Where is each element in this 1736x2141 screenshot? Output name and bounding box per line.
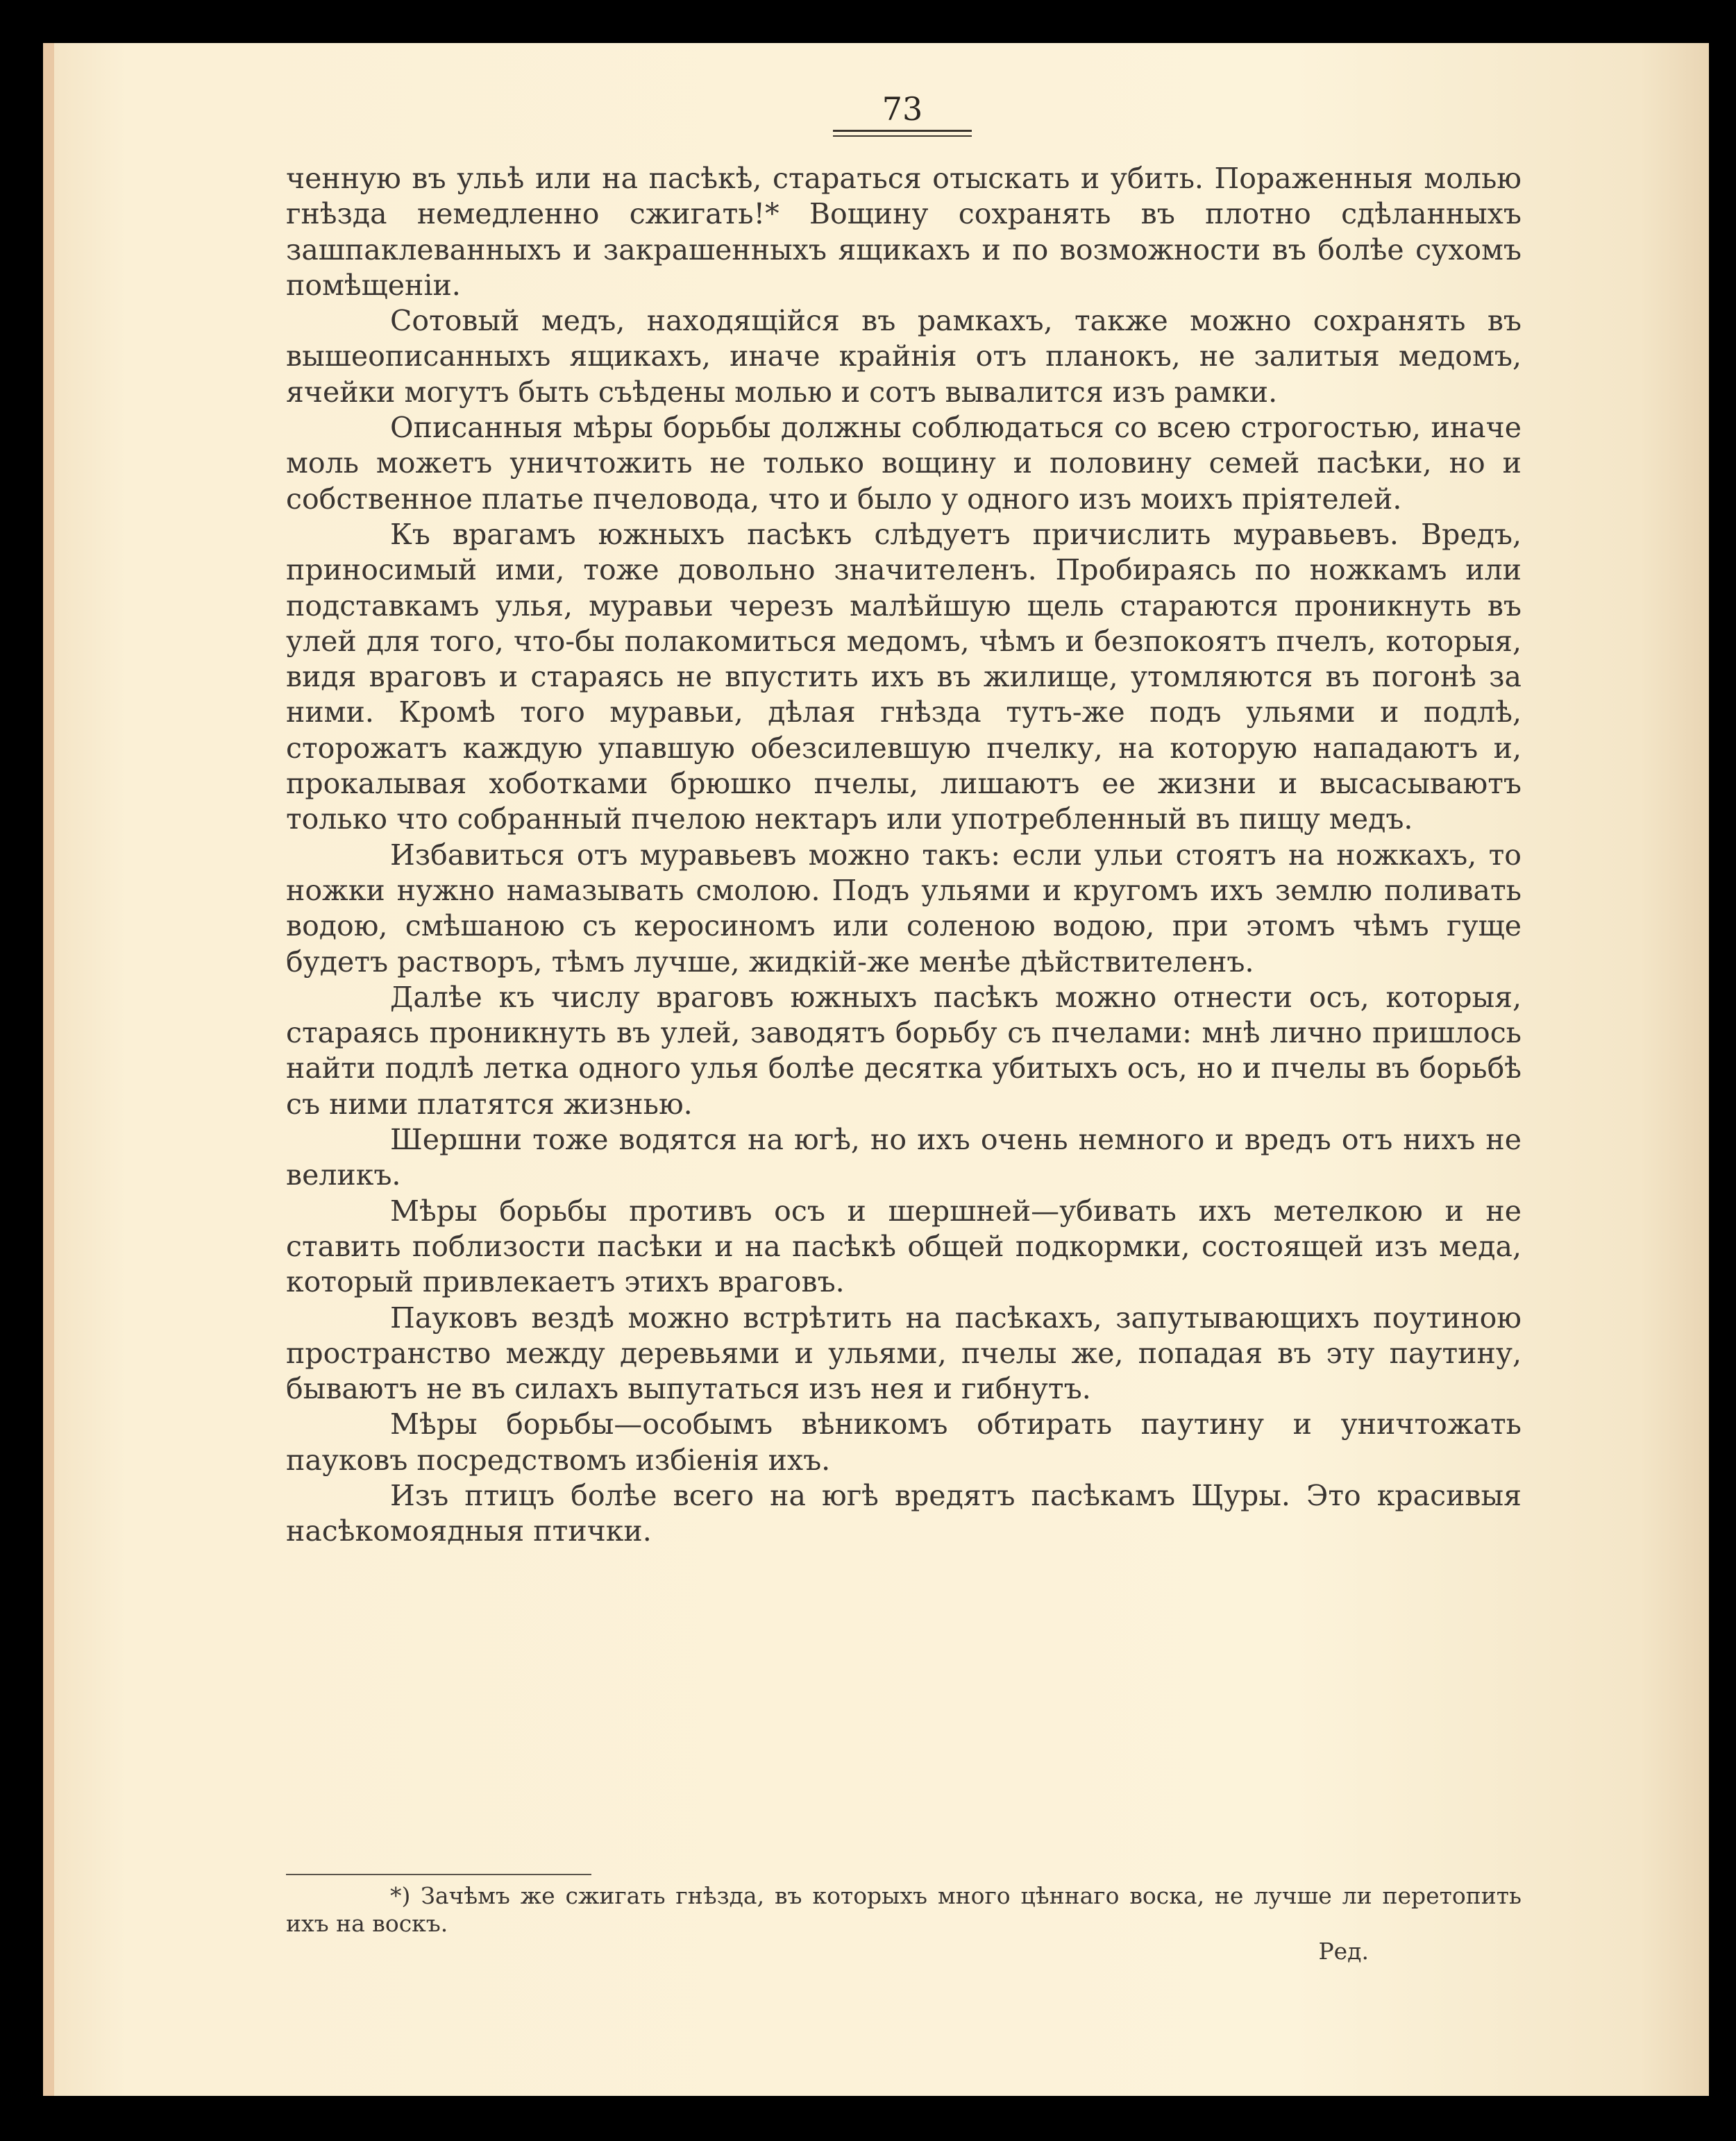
paragraph: Избавиться отъ муравьевъ можно такъ: если ульи стоятъ на ножкахъ, то ножки нужно намазывать смолою. Подъ ульями и кругомъ ихъ землю поливать водою, смѣшаною съ керосиномъ или соленою водою, при этомъ чѣмъ гуще будетъ растворъ, тѣмъ лучше, жидкій-же менѣе дѣйствителенъ.	[286, 838, 1522, 979]
page-number: 73	[882, 90, 923, 128]
paragraph: Изъ птицъ болѣе всего на югѣ вредятъ пасѣкамъ Щуры. Это красивыя насѣкомоядныя птички.	[286, 1478, 1522, 1548]
page-number-rule-top	[833, 130, 972, 132]
paragraph: Къ врагамъ южныхъ пасѣкъ слѣдуетъ причислить муравьевъ. Вредъ, приносимый ими, тоже довольно значителенъ. Пробираясь по ножкамъ или подставкамъ улья, муравьи черезъ малѣйшую щель стараются проникнуть въ улей для того, что-бы полакомиться медомъ, чѣмъ и безпокоятъ пчелъ, которыя, видя враговъ и стараясь не впустить ихъ въ жилище, утомляются въ погонѣ за ними. Кромѣ того муравьи, дѣлая гнѣзда тутъ-же подъ ульями и подлѣ, сторожатъ каждую упавшую обезсилевшую пчелку, на которую нападаютъ и, прокалывая хоботками брюшко пчелы, лишаютъ ее жизни и высасываютъ только что собранный пчелою нектаръ или употребленный въ пищу медъ.	[286, 517, 1522, 836]
main-text	[286, 161, 1522, 1550]
paragraph: Описанныя мѣры борьбы должны соблюдаться со всею строгостью, иначе моль можетъ уничтожить не только вощину и половину семей пасѣки, но и собственное платье пчеловода, что и было у одного изъ моихъ пріятелей.	[286, 411, 1522, 516]
paragraph: Сотовый медъ, находящійся въ рамкахъ, также можно сохранять въ вышеописанныхъ ящикахъ, иначе крайнія отъ планокъ, не залитыя медомъ, ячейки могутъ быть съѣдены молью и сотъ вывалится изъ рамки.	[286, 304, 1522, 409]
paragraph: Шершни тоже водятся на югѣ, но ихъ очень немного и вредъ отъ нихъ не великъ.	[286, 1123, 1522, 1192]
paragraph: Пауковъ вездѣ можно встрѣтить на пасѣкахъ, запутывающихъ поутиною пространство между деревьями и ульями, пчелы же, попадая въ эту паутину, бываютъ не въ силахъ выпутаться изъ нея и гибнутъ.	[286, 1301, 1522, 1406]
paragraph: Мѣры борьбы противъ осъ и шершней—убивать ихъ метелкою и не ставить поблизости пасѣки и на пасѣкѣ общей подкормки, состоящей изъ меда, который привлекаетъ этихъ враговъ.	[286, 1194, 1522, 1299]
footnote	[286, 1882, 1522, 1965]
paragraph: Далѣе къ числу враговъ южныхъ пасѣкъ можно отнести осъ, которыя, стараясь проникнуть въ улей, заводятъ борьбу съ пчелами: мнѣ лично пришлось найти подлѣ летка одного улья болѣе десятка убитыхъ осъ, но и пчелы въ борьбѣ съ ними платятся жизнью.	[286, 980, 1522, 1121]
footnote-signature: Ред.	[1318, 1938, 1369, 1965]
footnote-text: *) Зачѣмъ же сжигать гнѣзда, въ которыхъ много цѣннаго воска, не лучше ли перетопить ихъ на воскъ.	[286, 1882, 1522, 1937]
page-edge-tint	[43, 43, 54, 2096]
paragraph: Мѣры борьбы—особымъ вѣникомъ обтирать паутину и уничтожать пауковъ посредствомъ избіенія ихъ.	[286, 1407, 1522, 1477]
paragraph: ченную въ ульѣ или на пасѣкѣ, стараться отыскать и убить. Пораженныя молью гнѣзда немедленно сжигать!* Вощину сохранять въ плотно сдѣланныхъ зашпаклеванныхъ и закрашенныхъ ящикахъ и по возможности въ болѣе сухомъ помѣщеніи.	[286, 162, 1522, 302]
footnote-rule	[286, 1874, 591, 1875]
page-number-rule-bottom	[833, 135, 972, 137]
footnote-signature-line	[286, 1938, 1522, 1965]
